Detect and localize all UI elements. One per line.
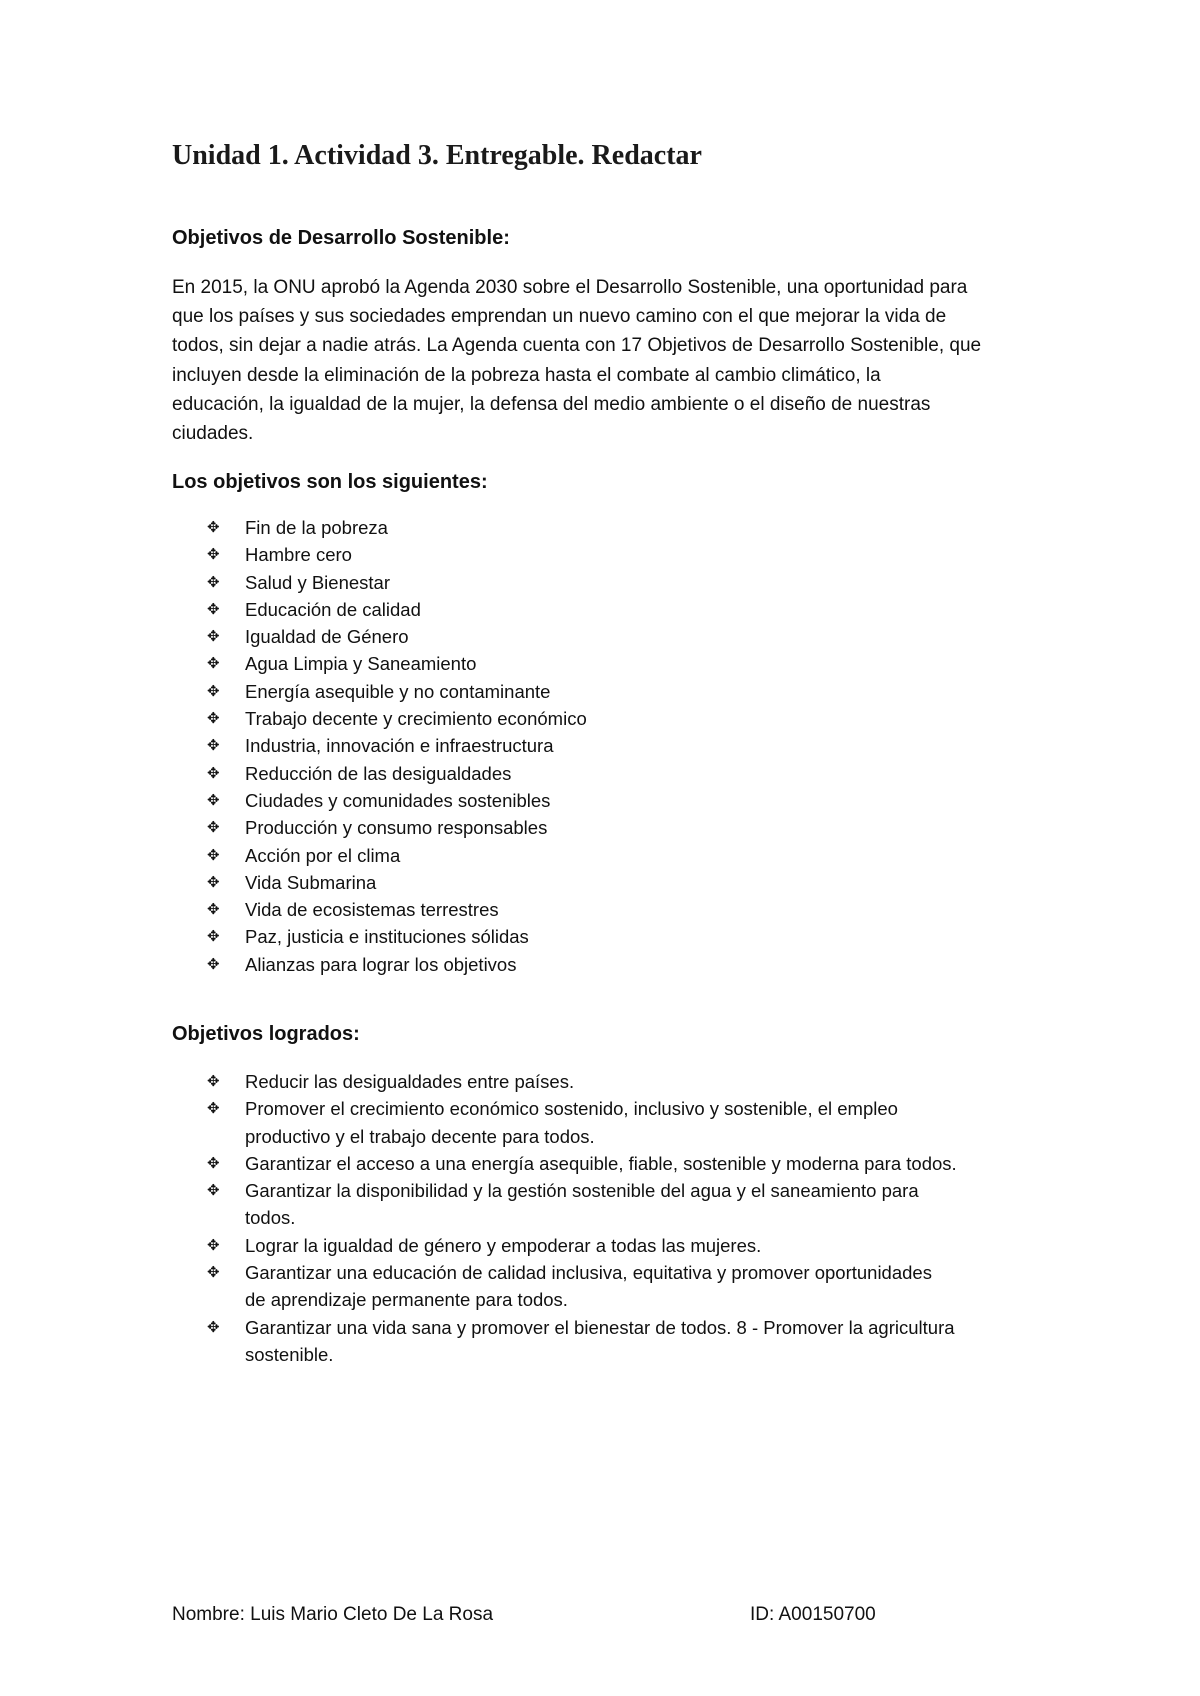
four-point-star-bullet-icon: ✥ xyxy=(207,600,220,618)
objective-item-text: Alianzas para lograr los objetivos xyxy=(245,953,517,975)
objective-item-text: Vida de ecosistemas terrestres xyxy=(245,899,499,921)
achieved-objective-item xyxy=(205,1095,957,1150)
achieved-objective-item xyxy=(205,1177,957,1232)
four-point-star-bullet-icon: ✥ xyxy=(207,519,220,536)
objective-item xyxy=(205,896,587,923)
objective-item-text: Hambre cero xyxy=(245,544,352,566)
objective-item xyxy=(205,923,587,950)
four-point-star-bullet-icon: ✥ xyxy=(207,1182,220,1200)
four-point-star-bullet-icon: ✥ xyxy=(207,546,220,564)
four-point-star-bullet-icon: ✥ xyxy=(207,655,220,673)
four-point-star-bullet-icon: ✥ xyxy=(207,1073,220,1090)
achieved-objective-text: Reducir las desigualdades entre países. xyxy=(245,1071,575,1092)
objective-item xyxy=(205,541,587,568)
intro-line: educación, la igualdad de la mujer, la defensa del medio ambiente o el diseño de nuestras xyxy=(172,393,931,415)
intro-line: que los países y sus sociedades emprendan un nuevo camino con el que mejorar la vida de xyxy=(172,306,947,328)
four-point-star-bullet-icon: ✥ xyxy=(207,928,220,946)
achieved-objectives-list xyxy=(205,1068,957,1368)
objective-item-text: Energía asequible y no contaminante xyxy=(245,680,551,702)
achieved-objective-text: Promover el crecimiento económico sostenido, inclusivo y sostenible, el empleo xyxy=(245,1098,898,1120)
objective-item-text: Agua Limpia y Saneamiento xyxy=(245,653,477,675)
achieved-objective-text: Garantizar una vida sana y promover el bienestar de todos. 8 - Promover la agricultura xyxy=(245,1316,955,1338)
intro-paragraph xyxy=(172,273,1052,448)
four-point-star-bullet-icon: ✥ xyxy=(207,819,220,837)
four-point-star-bullet-icon: ✥ xyxy=(207,764,220,782)
intro-line: incluyen desde la eliminación de la pobreza hasta el combate al cambio climático, la xyxy=(172,364,881,386)
objective-item-text: Acción por el clima xyxy=(245,844,401,866)
document-title: Unidad 1. Actividad 3. Entregable. Redactar xyxy=(172,140,702,171)
heading-objetivos-desarrollo: Objetivos de Desarrollo Sostenible: xyxy=(172,227,510,249)
objective-item xyxy=(205,951,587,978)
objective-item-text: Igualdad de Género xyxy=(245,626,409,648)
objective-item-text: Producción y consumo responsables xyxy=(245,817,548,839)
four-point-star-bullet-icon: ✥ xyxy=(207,873,220,891)
objective-item xyxy=(205,705,587,732)
four-point-star-bullet-icon: ✥ xyxy=(207,901,220,919)
four-point-star-bullet-icon: ✥ xyxy=(207,846,220,864)
objective-item xyxy=(205,623,587,650)
achieved-objective-text: Lograr la igualdad de género y empoderar a todas las mujeres. xyxy=(245,1234,762,1256)
objective-item-text: Vida Submarina xyxy=(245,871,377,893)
objective-item-text: Ciudades y comunidades sostenibles xyxy=(245,789,551,811)
objective-item xyxy=(205,842,587,869)
achieved-objective-text: todos. xyxy=(245,1207,296,1229)
achieved-objective-text: Garantizar el acceso a una energía asequible, fiable, sostenible y moderna para todos. xyxy=(245,1152,957,1174)
heading-objetivos-lista: Los objetivos son los siguientes: xyxy=(172,471,488,493)
intro-line: todos, sin dejar a nadie atrás. La Agenda cuenta con 17 Objetivos de Desarrollo Sostenible, que xyxy=(172,335,982,357)
heading-objetivos-logrados: Objetivos logrados: xyxy=(172,1023,360,1045)
objective-item xyxy=(205,760,587,787)
achieved-objective-item xyxy=(205,1259,957,1314)
intro-line: En 2015, la ONU aprobó la Agenda 2030 sobre el Desarrollo Sostenible, una oportunidad para xyxy=(172,277,968,298)
achieved-objective-text: Garantizar la disponibilidad y la gestión sostenible del agua y el saneamiento para xyxy=(245,1180,919,1202)
objective-item xyxy=(205,678,587,705)
objective-item xyxy=(205,869,587,896)
achieved-objective-item xyxy=(205,1314,957,1369)
achieved-objective-item xyxy=(205,1232,957,1259)
objective-item xyxy=(205,569,587,596)
objective-item xyxy=(205,514,587,541)
achieved-objective-item xyxy=(205,1150,957,1177)
four-point-star-bullet-icon: ✥ xyxy=(207,1264,220,1282)
achieved-objective-text: de aprendizaje permanente para todos. xyxy=(245,1289,568,1311)
four-point-star-bullet-icon: ✥ xyxy=(207,1100,220,1118)
four-point-star-bullet-icon: ✥ xyxy=(207,573,220,591)
objective-item-text: Trabajo decente y crecimiento económico xyxy=(245,708,587,730)
achieved-objective-text: Garantizar una educación de calidad inclusiva, equitativa y promover oportunidades xyxy=(245,1262,932,1284)
objective-item-text: Industria, innovación e infraestructura xyxy=(245,735,554,757)
objective-item-text: Fin de la pobreza xyxy=(245,517,388,538)
four-point-star-bullet-icon: ✥ xyxy=(207,628,220,646)
objective-item xyxy=(205,732,587,759)
achieved-objective-text: productivo y el trabajo decente para todos. xyxy=(245,1125,595,1147)
intro-line: ciudades. xyxy=(172,423,254,445)
objective-item-text: Salud y Bienestar xyxy=(245,571,391,593)
four-point-star-bullet-icon: ✥ xyxy=(207,1236,220,1254)
achieved-objective-text: sostenible. xyxy=(245,1343,334,1365)
four-point-star-bullet-icon: ✥ xyxy=(207,710,220,728)
objective-item-text: Paz, justicia e instituciones sólidas xyxy=(245,926,529,948)
footer-student-id: ID: A00150700 xyxy=(750,1604,876,1625)
four-point-star-bullet-icon: ✥ xyxy=(207,1154,220,1172)
objective-item xyxy=(205,596,587,623)
four-point-star-bullet-icon: ✥ xyxy=(207,1318,220,1336)
four-point-star-bullet-icon: ✥ xyxy=(207,955,220,973)
four-point-star-bullet-icon: ✥ xyxy=(207,737,220,755)
objective-item xyxy=(205,814,587,841)
objective-item-text: Educación de calidad xyxy=(245,598,421,620)
four-point-star-bullet-icon: ✥ xyxy=(207,791,220,809)
objectives-list xyxy=(205,514,587,978)
objective-item xyxy=(205,787,587,814)
footer-student-name: Nombre: Luis Mario Cleto De La Rosa xyxy=(172,1604,494,1625)
achieved-objective-item xyxy=(205,1068,957,1095)
four-point-star-bullet-icon: ✥ xyxy=(207,682,220,700)
objective-item xyxy=(205,650,587,677)
objective-item-text: Reducción de las desigualdades xyxy=(245,762,512,784)
